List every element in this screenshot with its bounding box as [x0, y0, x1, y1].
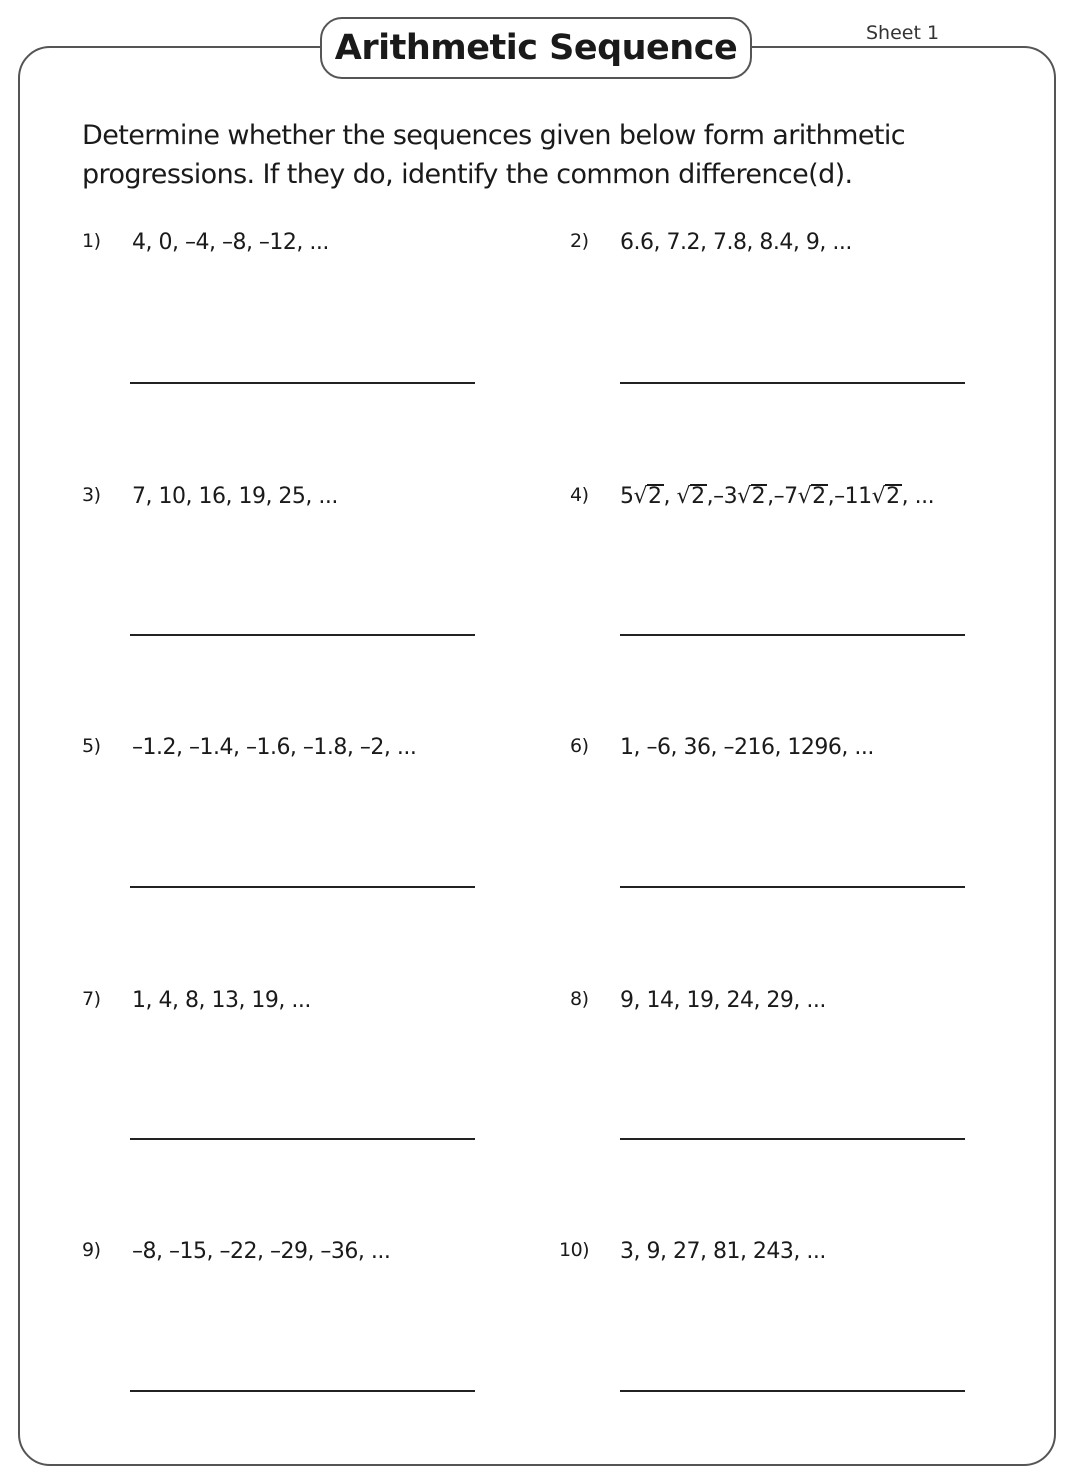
radicand: 2 [886, 484, 900, 509]
problem-sequence: 1, 4, 8, 13, 19, ... [132, 988, 311, 1013]
problem-number: 5) [82, 735, 101, 757]
answer-line-9[interactable] [130, 1390, 475, 1392]
answer-line-2[interactable] [620, 382, 965, 384]
answer-line-3[interactable] [130, 634, 475, 636]
problem-sequence: 6.6, 7.2, 7.8, 8.4, 9, ... [620, 230, 852, 255]
problem-number: 7) [82, 988, 101, 1010]
problem-sequence: 7, 10, 16, 19, 25, ... [132, 484, 338, 509]
answer-line-4[interactable] [620, 634, 965, 636]
title-box [320, 17, 752, 79]
problem-sequence: –1.2, –1.4, –1.6, –1.8, –2, ... [132, 735, 417, 760]
term-coefficient: –3 [713, 484, 738, 509]
sqrt-symbol: √ [633, 484, 648, 509]
radicand: 2 [648, 484, 662, 509]
answer-line-8[interactable] [620, 1138, 965, 1140]
answer-line-5[interactable] [130, 886, 475, 888]
problem-number: 2) [570, 230, 589, 252]
answer-line-7[interactable] [130, 1138, 475, 1140]
term-separator: , [827, 484, 835, 509]
term-coefficient: –11 [834, 484, 872, 509]
term-separator: , [767, 484, 774, 509]
problem-sequence [620, 484, 934, 509]
sqrt-symbol: √ [871, 484, 886, 509]
problem-number: 6) [570, 735, 589, 757]
term-separator: , [706, 484, 714, 509]
radicand: 2 [691, 484, 705, 509]
term-coefficient: –7 [773, 484, 798, 509]
radicand: 2 [812, 484, 826, 509]
problem-sequence: –8, –15, –22, –29, –36, ... [132, 1239, 391, 1264]
problem-sequence: 3, 9, 27, 81, 243, ... [620, 1239, 826, 1264]
radicand: 2 [751, 484, 766, 509]
problem-sequence: 4, 0, –4, –8, –12, ... [132, 230, 329, 255]
answer-line-10[interactable] [620, 1390, 965, 1392]
sheet-label: Sheet 1 [866, 22, 940, 44]
instructions: Determine whether the sequences given below form arithmetic progressions. If they do, identify the common difference(d). [82, 120, 905, 190]
answer-line-6[interactable] [620, 886, 965, 888]
page-title: Arithmetic Sequence [334, 28, 738, 68]
sqrt-symbol: √ [676, 484, 691, 509]
term-separator: , [663, 484, 671, 509]
problem-number: 1) [82, 230, 101, 252]
problem-number: 10) [559, 1239, 590, 1261]
problem-sequence: 1, –6, 36, –216, 1296, ... [620, 735, 874, 760]
problem-number: 8) [570, 988, 589, 1010]
problem-sequence: 9, 14, 19, 24, 29, ... [620, 988, 826, 1013]
sqrt-symbol: √ [797, 484, 812, 509]
sqrt-symbol: √ [737, 484, 751, 509]
problem-number: 3) [82, 484, 101, 506]
term-separator: , ... [901, 484, 935, 509]
problem-number: 9) [82, 1239, 101, 1261]
term-coefficient: 5 [620, 484, 634, 509]
problem-number: 4) [570, 484, 589, 506]
answer-line-1[interactable] [130, 382, 475, 384]
